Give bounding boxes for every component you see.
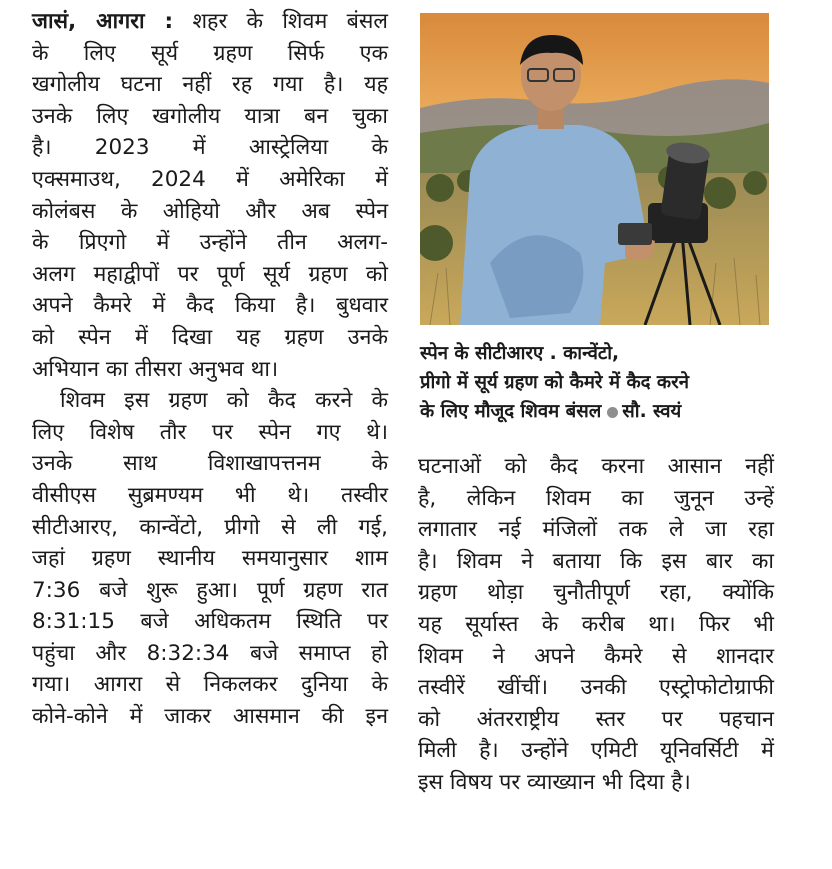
article-line: है, लेकिन शिवम का जुनून उन्हें: [418, 485, 774, 511]
caption-line: [420, 397, 772, 426]
article-line: को स्पेन में दिखा यह ग्रहण उनके: [32, 324, 388, 350]
article-line: 7:36 बजे शुरू हुआ। पूर्ण ग्रहण रात: [32, 577, 388, 603]
article-line: अभियान का तीसरा अनुभव था।: [32, 356, 279, 382]
article-line: उनके लिए खगोलीय यात्रा बन चुका: [32, 103, 388, 129]
article-line: लिए विशेष तौर पर स्पेन गए थे।: [32, 419, 388, 445]
dateline: जासं, आगरा :: [32, 9, 174, 34]
article-line: के लिए सूर्य ग्रहण सिर्फ एक: [32, 40, 388, 66]
article-line: शिवम इस ग्रहण को कैद करने के: [60, 388, 388, 414]
caption-line: स्पेन के सीटीआरए . कान्वेंटो,: [420, 343, 620, 364]
bullet-dot-icon: [607, 407, 618, 418]
article-line: अपने कैमरे में कैद किया है। बुधवार: [32, 293, 388, 319]
article-line: वीसीएस सुब्रमण्यम भी थे। तस्वीर: [32, 482, 388, 508]
article-text: शहर के शिवम बंसल: [192, 9, 389, 34]
article-line: के प्रिएगो में उन्होंने तीन अलग-: [32, 230, 388, 256]
article-photo: [420, 13, 769, 325]
article-line: एक्समाउथ, 2024 में अमेरिका में: [32, 166, 388, 192]
article-line: अलग महाद्वीपों पर पूर्ण सूर्य ग्रहण को: [32, 261, 388, 287]
article-line: है। 2023 में आस्ट्रेलिया के: [32, 135, 388, 161]
article-line: है। शिवम ने बताया कि इस बार का: [418, 548, 774, 574]
article-line: गया। आगरा से निकलकर दुनिया के: [32, 672, 388, 698]
photo-credit: सौ. स्वयं: [622, 401, 682, 422]
caption-text: के लिए मौजूद शिवम बंसल: [420, 401, 602, 422]
article-line: को अंतरराष्ट्रीय स्तर पर पहचान: [418, 706, 774, 732]
article-line: कोलंबस के ओहियो और अब स्पेन: [32, 198, 388, 224]
article-line: मिली है। उन्होंने एमिटी यूनिवर्सिटी में: [418, 738, 774, 764]
article-line: [32, 6, 388, 38]
photo-caption: [420, 339, 772, 426]
article-line: इस विषय पर व्याख्यान भी दिया है।: [418, 769, 691, 795]
article-line: शिवम ने अपने कैमरे से शानदार: [418, 643, 774, 669]
article-line: लगातार नई मंजिलों तक ले जा रहा: [418, 517, 774, 543]
article-line: सीटीआरए, कान्वेंटो, प्रीगो से ली गई,: [32, 514, 388, 540]
article-line: तस्वीरें खींचीं। उनकी एस्ट्रोफोटोग्राफी: [418, 675, 774, 701]
article-right-column: [418, 451, 774, 799]
photographer-photo: [420, 13, 769, 325]
article-line: घटनाओं को कैद करना आसान नहीं: [418, 454, 774, 479]
article-line: उनके साथ विशाखापत्तनम के: [32, 451, 388, 477]
caption-line: प्रीगो में सूर्य ग्रहण को कैमरे में कैद करने: [420, 372, 689, 393]
article-line: खगोलीय घटना नहीं रह गया है। यह: [32, 72, 388, 98]
article-line: 8:31:15 बजे अधिकतम स्थिति पर: [32, 609, 388, 635]
article-line: कोने-कोने में जाकर आसमान की इन: [32, 704, 388, 730]
article-line: यह सूर्यास्त के करीब था। फिर भी: [418, 611, 774, 637]
article-line: पहुंचा और 8:32:34 बजे समाप्त हो: [32, 640, 388, 666]
article-left-column: [32, 6, 388, 733]
article-line: जहां ग्रहण स्थानीय समयानुसार शाम: [32, 546, 388, 572]
article-line: ग्रहण थोड़ा चुनौतीपूर्ण रहा, क्योंकि: [418, 580, 774, 606]
